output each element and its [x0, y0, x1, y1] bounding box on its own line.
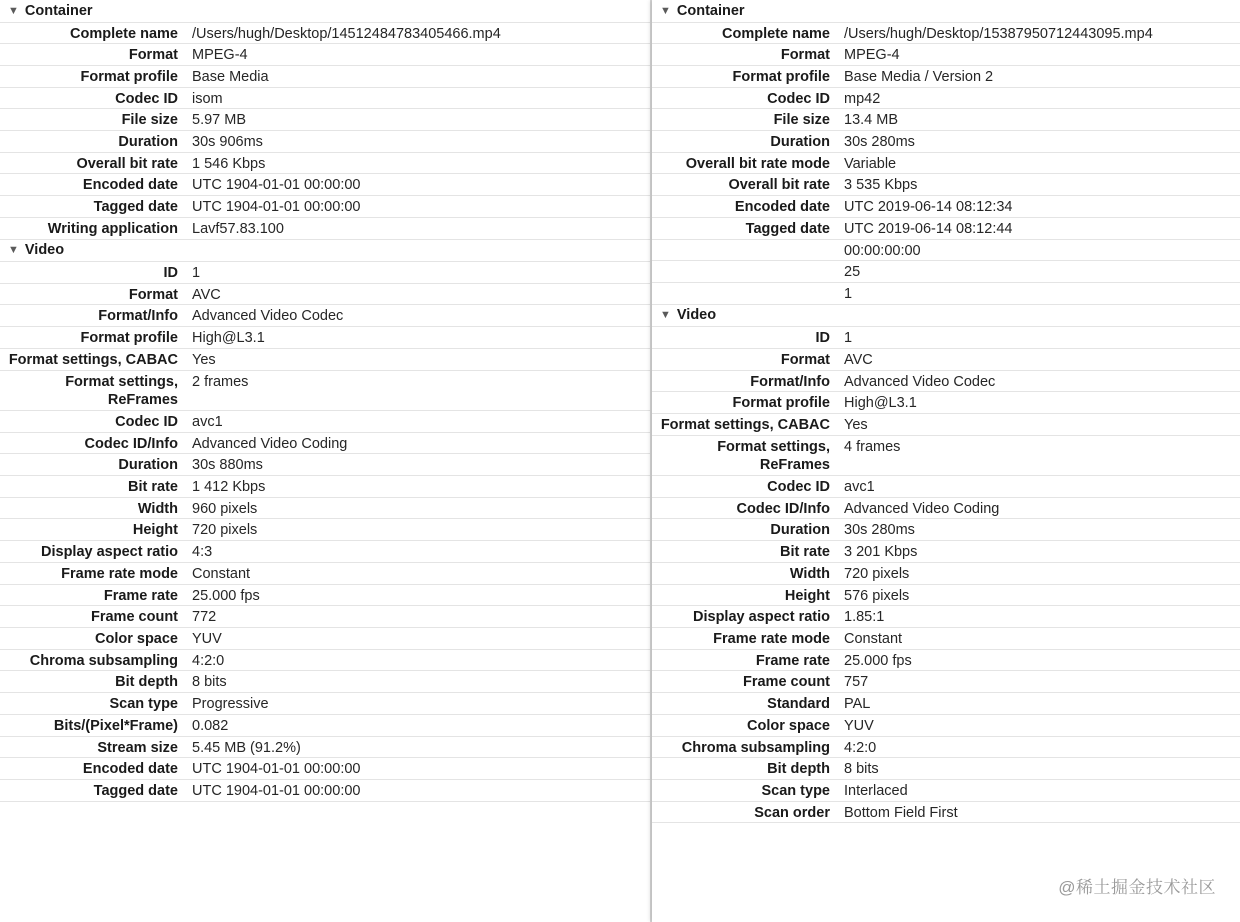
field-value: avc1	[844, 479, 875, 496]
info-row-codec-id	[652, 476, 1240, 498]
section-header-container[interactable]	[0, 0, 650, 23]
field-value: 757	[844, 674, 869, 691]
section-title: Video	[676, 307, 717, 324]
info-row-id	[0, 262, 650, 284]
info-row-id	[652, 327, 1240, 349]
field-label: Height	[784, 587, 830, 604]
field-label: Format/Info	[98, 308, 178, 325]
info-row-frame-count	[0, 606, 650, 628]
field-label: Display aspect ratio	[41, 544, 178, 561]
field-value: Yes	[844, 416, 868, 433]
field-label: Scan type	[109, 696, 178, 713]
info-row-width	[652, 563, 1240, 585]
field-value: 30s 280ms	[844, 522, 915, 539]
field-label: Codec ID/Info	[84, 435, 178, 452]
field-label: Format settings, ReFrames	[717, 438, 830, 474]
section-header-video[interactable]	[0, 240, 650, 263]
section-header-video[interactable]	[652, 305, 1240, 328]
field-label: Format profile	[732, 68, 830, 85]
field-label: ID	[163, 265, 178, 282]
field-label: Duration	[770, 134, 830, 151]
field-label: Codec ID	[115, 413, 178, 430]
info-row-file-size	[652, 109, 1240, 131]
field-label: Tagged date	[93, 782, 178, 799]
field-value: 25.000 fps	[192, 587, 260, 604]
field-label: Encoded date	[82, 761, 178, 778]
disclosure-triangle-icon[interactable]: ▼	[660, 4, 671, 17]
field-value: 3 201 Kbps	[844, 544, 918, 561]
field-value: UTC 1904-01-01 00:00:00	[192, 177, 361, 194]
field-value: 25.000 fps	[844, 652, 912, 669]
field-label: Format profile	[80, 330, 178, 347]
field-label: Codec ID	[767, 90, 830, 107]
field-value: Bottom Field First	[844, 804, 958, 821]
field-value: Lavf57.83.100	[192, 220, 284, 237]
field-label: Width	[137, 500, 178, 517]
field-label: Bit rate	[128, 479, 178, 496]
field-label: Duration	[770, 522, 830, 539]
field-value: 2 frames	[192, 373, 249, 390]
info-row-format-settings-reframes	[652, 436, 1240, 476]
field-label: Height	[132, 522, 178, 539]
field-value: 8 bits	[844, 761, 879, 778]
field-label: File size	[121, 112, 178, 129]
field-value: 4:2:0	[192, 652, 225, 669]
field-value: UTC 1904-01-01 00:00:00	[192, 782, 361, 799]
field-label: Format settings, CABAC	[660, 416, 830, 433]
info-row-frame-rate-mode	[652, 628, 1240, 650]
info-row-format	[652, 349, 1240, 371]
field-label: Duration	[118, 134, 178, 151]
field-label: Writing application	[47, 220, 178, 237]
info-row-codec-id	[0, 411, 650, 433]
field-label: Format settings, ReFrames	[65, 373, 178, 409]
info-row-codec-id	[0, 88, 650, 110]
field-label: Color space	[95, 630, 178, 647]
info-row-file-size	[0, 109, 650, 131]
info-row-chroma-subsampling	[0, 650, 650, 672]
info-row-duration	[652, 131, 1240, 153]
field-label: Bit depth	[767, 761, 830, 778]
field-value: 1 412 Kbps	[192, 479, 266, 496]
info-row-color-space	[652, 715, 1240, 737]
info-row-height	[0, 519, 650, 541]
field-value: High@L3.1	[192, 330, 265, 347]
info-row-format-profile	[0, 327, 650, 349]
info-row-bit-rate	[652, 541, 1240, 563]
field-value: 1.85:1	[844, 609, 885, 626]
info-row-writing-application	[0, 218, 650, 240]
info-row-format-settings-reframes	[0, 371, 650, 411]
field-value: Interlaced	[844, 782, 908, 799]
field-value: 0.082	[192, 717, 229, 734]
field-value: UTC 2019-06-14 08:12:34	[844, 199, 1013, 216]
disclosure-triangle-icon[interactable]: ▼	[8, 244, 19, 257]
field-label: Encoded date	[82, 177, 178, 194]
field-value: AVC	[192, 286, 221, 303]
field-value: Advanced Video Coding	[844, 500, 1000, 517]
field-label: Tagged date	[93, 199, 178, 216]
field-label: Format	[780, 351, 830, 368]
field-label: Overall bit rate	[76, 155, 178, 172]
field-value: 960 pixels	[192, 500, 258, 517]
field-label: Frame rate mode	[713, 630, 830, 647]
info-row-format-info	[0, 305, 650, 327]
field-label: Format	[780, 47, 830, 64]
field-label: Codec ID	[767, 479, 830, 496]
field-value: 1	[192, 265, 201, 282]
info-row-stream-size	[0, 737, 650, 759]
field-label: Format settings, CABAC	[8, 351, 178, 368]
field-label: Format	[128, 286, 178, 303]
field-value: Base Media	[192, 68, 269, 85]
field-label: Complete name	[722, 25, 830, 42]
field-label: Codec ID	[115, 90, 178, 107]
info-row-codec-id	[652, 88, 1240, 110]
info-row-format-profile	[652, 66, 1240, 88]
field-value: /Users/hugh/Desktop/15387950712443095.mp4	[844, 25, 1153, 42]
field-value: 30s 906ms	[192, 134, 263, 151]
field-label: Overall bit rate mode	[685, 155, 830, 172]
field-label: Codec ID/Info	[736, 500, 830, 517]
info-row-encoded-date	[652, 196, 1240, 218]
field-value: 720 pixels	[844, 565, 910, 582]
info-row-format	[652, 44, 1240, 66]
field-value: 576 pixels	[844, 587, 910, 604]
info-row-scan-type	[652, 780, 1240, 802]
field-value: 5.45 MB (91.2%)	[192, 739, 301, 756]
info-row-frame-rate	[652, 650, 1240, 672]
field-label: Tagged date	[745, 220, 830, 237]
field-value: Progressive	[192, 696, 269, 713]
info-row-blank	[652, 240, 1240, 262]
disclosure-triangle-icon[interactable]: ▼	[8, 4, 19, 17]
section-header-container[interactable]	[652, 0, 1240, 23]
field-label: Standard	[767, 696, 830, 713]
info-row-codec-id-info	[652, 498, 1240, 520]
info-row-width	[0, 498, 650, 520]
field-value: MPEG-4	[192, 47, 248, 64]
info-row-encoded-date	[0, 174, 650, 196]
field-value: /Users/hugh/Desktop/14512484783405466.mp4	[192, 25, 501, 42]
field-label: Format profile	[80, 68, 178, 85]
field-label: Bit rate	[780, 544, 830, 561]
field-label: Frame rate	[103, 587, 178, 604]
field-value: 30s 880ms	[192, 457, 263, 474]
field-value: 1	[844, 285, 853, 302]
info-row-complete-name	[0, 23, 650, 45]
field-value: 1 546 Kbps	[192, 155, 266, 172]
info-row-format	[0, 284, 650, 306]
field-value: 4:2:0	[844, 739, 877, 756]
field-value: Advanced Video Codec	[192, 308, 344, 325]
field-label: Frame rate mode	[61, 565, 178, 582]
info-row-display-aspect-ratio	[652, 606, 1240, 628]
info-row-bit-depth	[0, 671, 650, 693]
field-value: PAL	[844, 696, 871, 713]
disclosure-triangle-icon[interactable]: ▼	[660, 309, 671, 322]
field-value: mp42	[844, 90, 881, 107]
info-row-tagged-date	[652, 218, 1240, 240]
field-value: 00:00:00:00	[844, 242, 921, 259]
info-row-tagged-date	[0, 196, 650, 218]
info-row-overall-bit-rate-mode	[652, 153, 1240, 175]
field-label: Format	[128, 47, 178, 64]
field-label: Overall bit rate	[728, 177, 830, 194]
section-title: Container	[24, 2, 93, 19]
field-label: Chroma subsampling	[29, 652, 178, 669]
info-row-complete-name	[652, 23, 1240, 45]
field-value: 1	[844, 330, 853, 347]
field-value: 4 frames	[844, 438, 901, 455]
field-value: 720 pixels	[192, 522, 258, 539]
info-row-duration	[0, 454, 650, 476]
info-row-blank	[652, 283, 1240, 305]
field-value: MPEG-4	[844, 47, 900, 64]
info-row-color-space	[0, 628, 650, 650]
info-row-bit-depth	[652, 758, 1240, 780]
field-value: YUV	[844, 717, 874, 734]
field-label: Chroma subsampling	[681, 739, 830, 756]
field-value: UTC 2019-06-14 08:12:44	[844, 220, 1013, 237]
section-title: Video	[24, 242, 65, 259]
field-value: 25	[844, 264, 861, 281]
info-row-chroma-subsampling	[652, 737, 1240, 759]
field-label: Frame count	[742, 674, 830, 691]
info-row-scan-order	[652, 802, 1240, 824]
field-label: Duration	[118, 457, 178, 474]
field-value: Advanced Video Codec	[844, 373, 996, 390]
field-value: avc1	[192, 413, 223, 430]
field-label: File size	[773, 112, 830, 129]
info-row-height	[652, 585, 1240, 607]
info-row-standard	[652, 693, 1240, 715]
info-row-frame-count	[652, 671, 1240, 693]
field-value: High@L3.1	[844, 395, 917, 412]
field-value: 8 bits	[192, 674, 227, 691]
field-value: Constant	[844, 630, 903, 647]
field-value: isom	[192, 90, 223, 107]
info-row-format-info	[652, 371, 1240, 393]
watermark: @稀土掘金技术社区	[1058, 878, 1216, 897]
field-value: Constant	[192, 565, 251, 582]
field-value: AVC	[844, 351, 873, 368]
info-row-display-aspect-ratio	[0, 541, 650, 563]
field-value: 772	[192, 609, 217, 626]
info-row-overall-bit-rate	[0, 153, 650, 175]
field-label: Encoded date	[734, 199, 830, 216]
field-label: ID	[815, 330, 830, 347]
info-row-format-settings-cabac	[652, 414, 1240, 436]
info-row-duration	[0, 131, 650, 153]
field-value: 5.97 MB	[192, 112, 246, 129]
field-value: Base Media / Version 2	[844, 68, 994, 85]
field-label: Display aspect ratio	[693, 609, 830, 626]
info-row-codec-id-info	[0, 433, 650, 455]
field-label: Color space	[747, 717, 830, 734]
field-value: 3 535 Kbps	[844, 177, 918, 194]
field-value: Yes	[192, 351, 216, 368]
field-label: Stream size	[97, 739, 178, 756]
field-label: Frame count	[90, 609, 178, 626]
field-label: Frame rate	[755, 652, 830, 669]
info-row-tagged-date	[0, 780, 650, 802]
field-label: Format profile	[732, 395, 830, 412]
field-label: Bits/(Pixel*Frame)	[53, 717, 178, 734]
field-label: Scan type	[761, 782, 830, 799]
field-label: Complete name	[70, 25, 178, 42]
field-label: Width	[789, 565, 830, 582]
info-row-frame-rate-mode	[0, 563, 650, 585]
info-row-overall-bit-rate	[652, 174, 1240, 196]
field-label: Format/Info	[750, 373, 830, 390]
info-row-format	[0, 44, 650, 66]
field-value: UTC 1904-01-01 00:00:00	[192, 199, 361, 216]
field-value: Advanced Video Coding	[192, 435, 348, 452]
info-row-bit-rate	[0, 476, 650, 498]
field-label: Scan order	[754, 804, 830, 821]
field-value: 13.4 MB	[844, 112, 898, 129]
field-value: UTC 1904-01-01 00:00:00	[192, 761, 361, 778]
field-value: Variable	[844, 155, 897, 172]
info-row-format-profile	[652, 392, 1240, 414]
field-value: 4:3	[192, 544, 213, 561]
info-row-duration	[652, 519, 1240, 541]
field-label: Bit depth	[115, 674, 178, 691]
info-row-frame-rate	[0, 585, 650, 607]
info-row-encoded-date	[0, 758, 650, 780]
right-file-info-pane	[652, 0, 1240, 922]
info-row-blank	[652, 261, 1240, 283]
info-row-format-settings-cabac	[0, 349, 650, 371]
field-value: 30s 280ms	[844, 134, 915, 151]
info-row-bits-pixel-frame	[0, 715, 650, 737]
info-row-scan-type	[0, 693, 650, 715]
section-title: Container	[676, 2, 745, 19]
field-value: YUV	[192, 630, 222, 647]
info-row-format-profile	[0, 66, 650, 88]
